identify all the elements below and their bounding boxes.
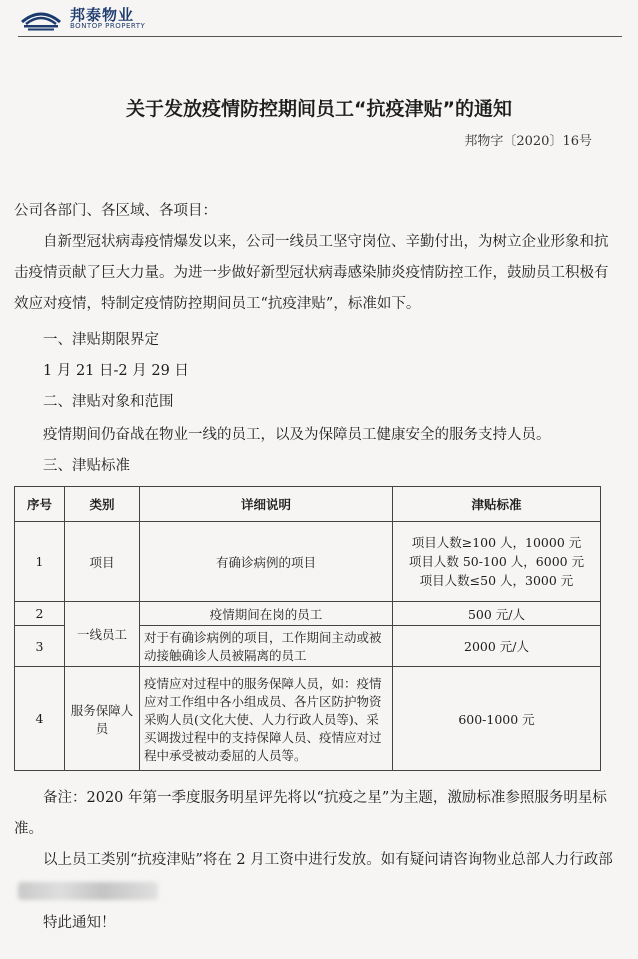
standard-line: 项目人数 50-100 人，6000 元: [408, 554, 585, 569]
row-detail: 疫情应对过程中的服务保障人员，如：疫情应对工作组中各小组成员、各片区防护物资采购人员(文化大使、人力行政人员等)、采买调拨过程中的支持保障人员、疫情应对过程中承受被动委屈的人员等。: [140, 667, 393, 771]
row-detail: 有确诊病例的项目: [140, 522, 393, 602]
company-logo-icon: [18, 4, 64, 32]
row-standard: 600-1000 元: [393, 667, 601, 771]
document-title: 关于发放疫情防控期间员工“抗疫津贴”的通知: [126, 98, 512, 120]
header-no: 序号: [15, 487, 65, 522]
header-category: 类别: [65, 487, 140, 522]
eligibility-text: 疫情期间仍奋战在物业一线的员工，以及为保障员工健康安全的服务支持人员。: [43, 427, 551, 443]
row-standard: 2000 元/人: [393, 626, 601, 667]
remark-paragraph: 备注：2020 年第一季度服务明星评先将以“抗疫之星”为主题，激励标准参照服务明星标准。: [14, 790, 607, 837]
brand-name-english: BONTOP PROPERTY: [70, 22, 146, 30]
section-1-heading: 一、津贴期限界定: [43, 332, 159, 348]
row-no: 1: [15, 522, 65, 602]
row-no: 3: [15, 626, 65, 667]
row-no: 4: [15, 667, 65, 771]
closing-line: 特此通知！: [43, 915, 116, 931]
redacted-contact: [18, 882, 158, 900]
row-standard: 500 元/人: [393, 602, 601, 626]
table-row: [15, 667, 601, 771]
header-divider: [18, 36, 622, 37]
table-header-row: [15, 487, 601, 522]
section-3-heading: 三、津贴标准: [43, 458, 130, 474]
row-category: 项目: [65, 522, 140, 602]
header-detail: 详细说明: [140, 487, 393, 522]
document-number: 邦物字〔2020〕16号: [464, 134, 592, 149]
issuance-text: 以上员工类别“抗疫津贴”将在 2 月工资中进行发放。如有疑问请咨询物业总部人力行政部: [43, 852, 613, 868]
table-row: [15, 602, 601, 626]
row-category: 一线员工: [65, 602, 140, 667]
standard-line: 项目人数≤50 人，3000 元: [419, 573, 574, 588]
row-detail: 疫情期间在岗的员工: [140, 602, 393, 626]
intro-paragraph: 自新型冠状病毒疫情爆发以来，公司一线员工坚守岗位、辛勤付出，为树立企业形象和抗击疫情贡献了巨大力量。为进一步做好新型冠状病毒感染肺炎疫情防控工作，鼓励员工积极有效应对疫情，特制定疫情防控期间员工“抗疫津贴”，标准如下。: [14, 234, 609, 312]
allowance-table: [14, 486, 601, 771]
allowance-period: 1 月 21 日-2 月 29 日: [43, 363, 189, 379]
header-standard: 津贴标准: [393, 487, 601, 522]
row-standard: [393, 522, 601, 602]
row-category: 服务保障人员: [65, 667, 140, 771]
row-detail: 对于有确诊病例的项目，工作期间主动或被动接触确诊人员被隔离的员工: [140, 626, 393, 667]
section-2-heading: 二、津贴对象和范围: [43, 394, 174, 410]
letterhead: [0, 0, 638, 36]
table-row: [15, 522, 601, 602]
issuance-paragraph: [14, 845, 614, 907]
row-no: 2: [15, 602, 65, 626]
brand-name: 邦泰物业: [70, 6, 135, 24]
addressee: 公司各部门、各区域、各项目：: [14, 203, 217, 219]
standard-line: 项目人数≥100 人，10000 元: [411, 535, 582, 550]
